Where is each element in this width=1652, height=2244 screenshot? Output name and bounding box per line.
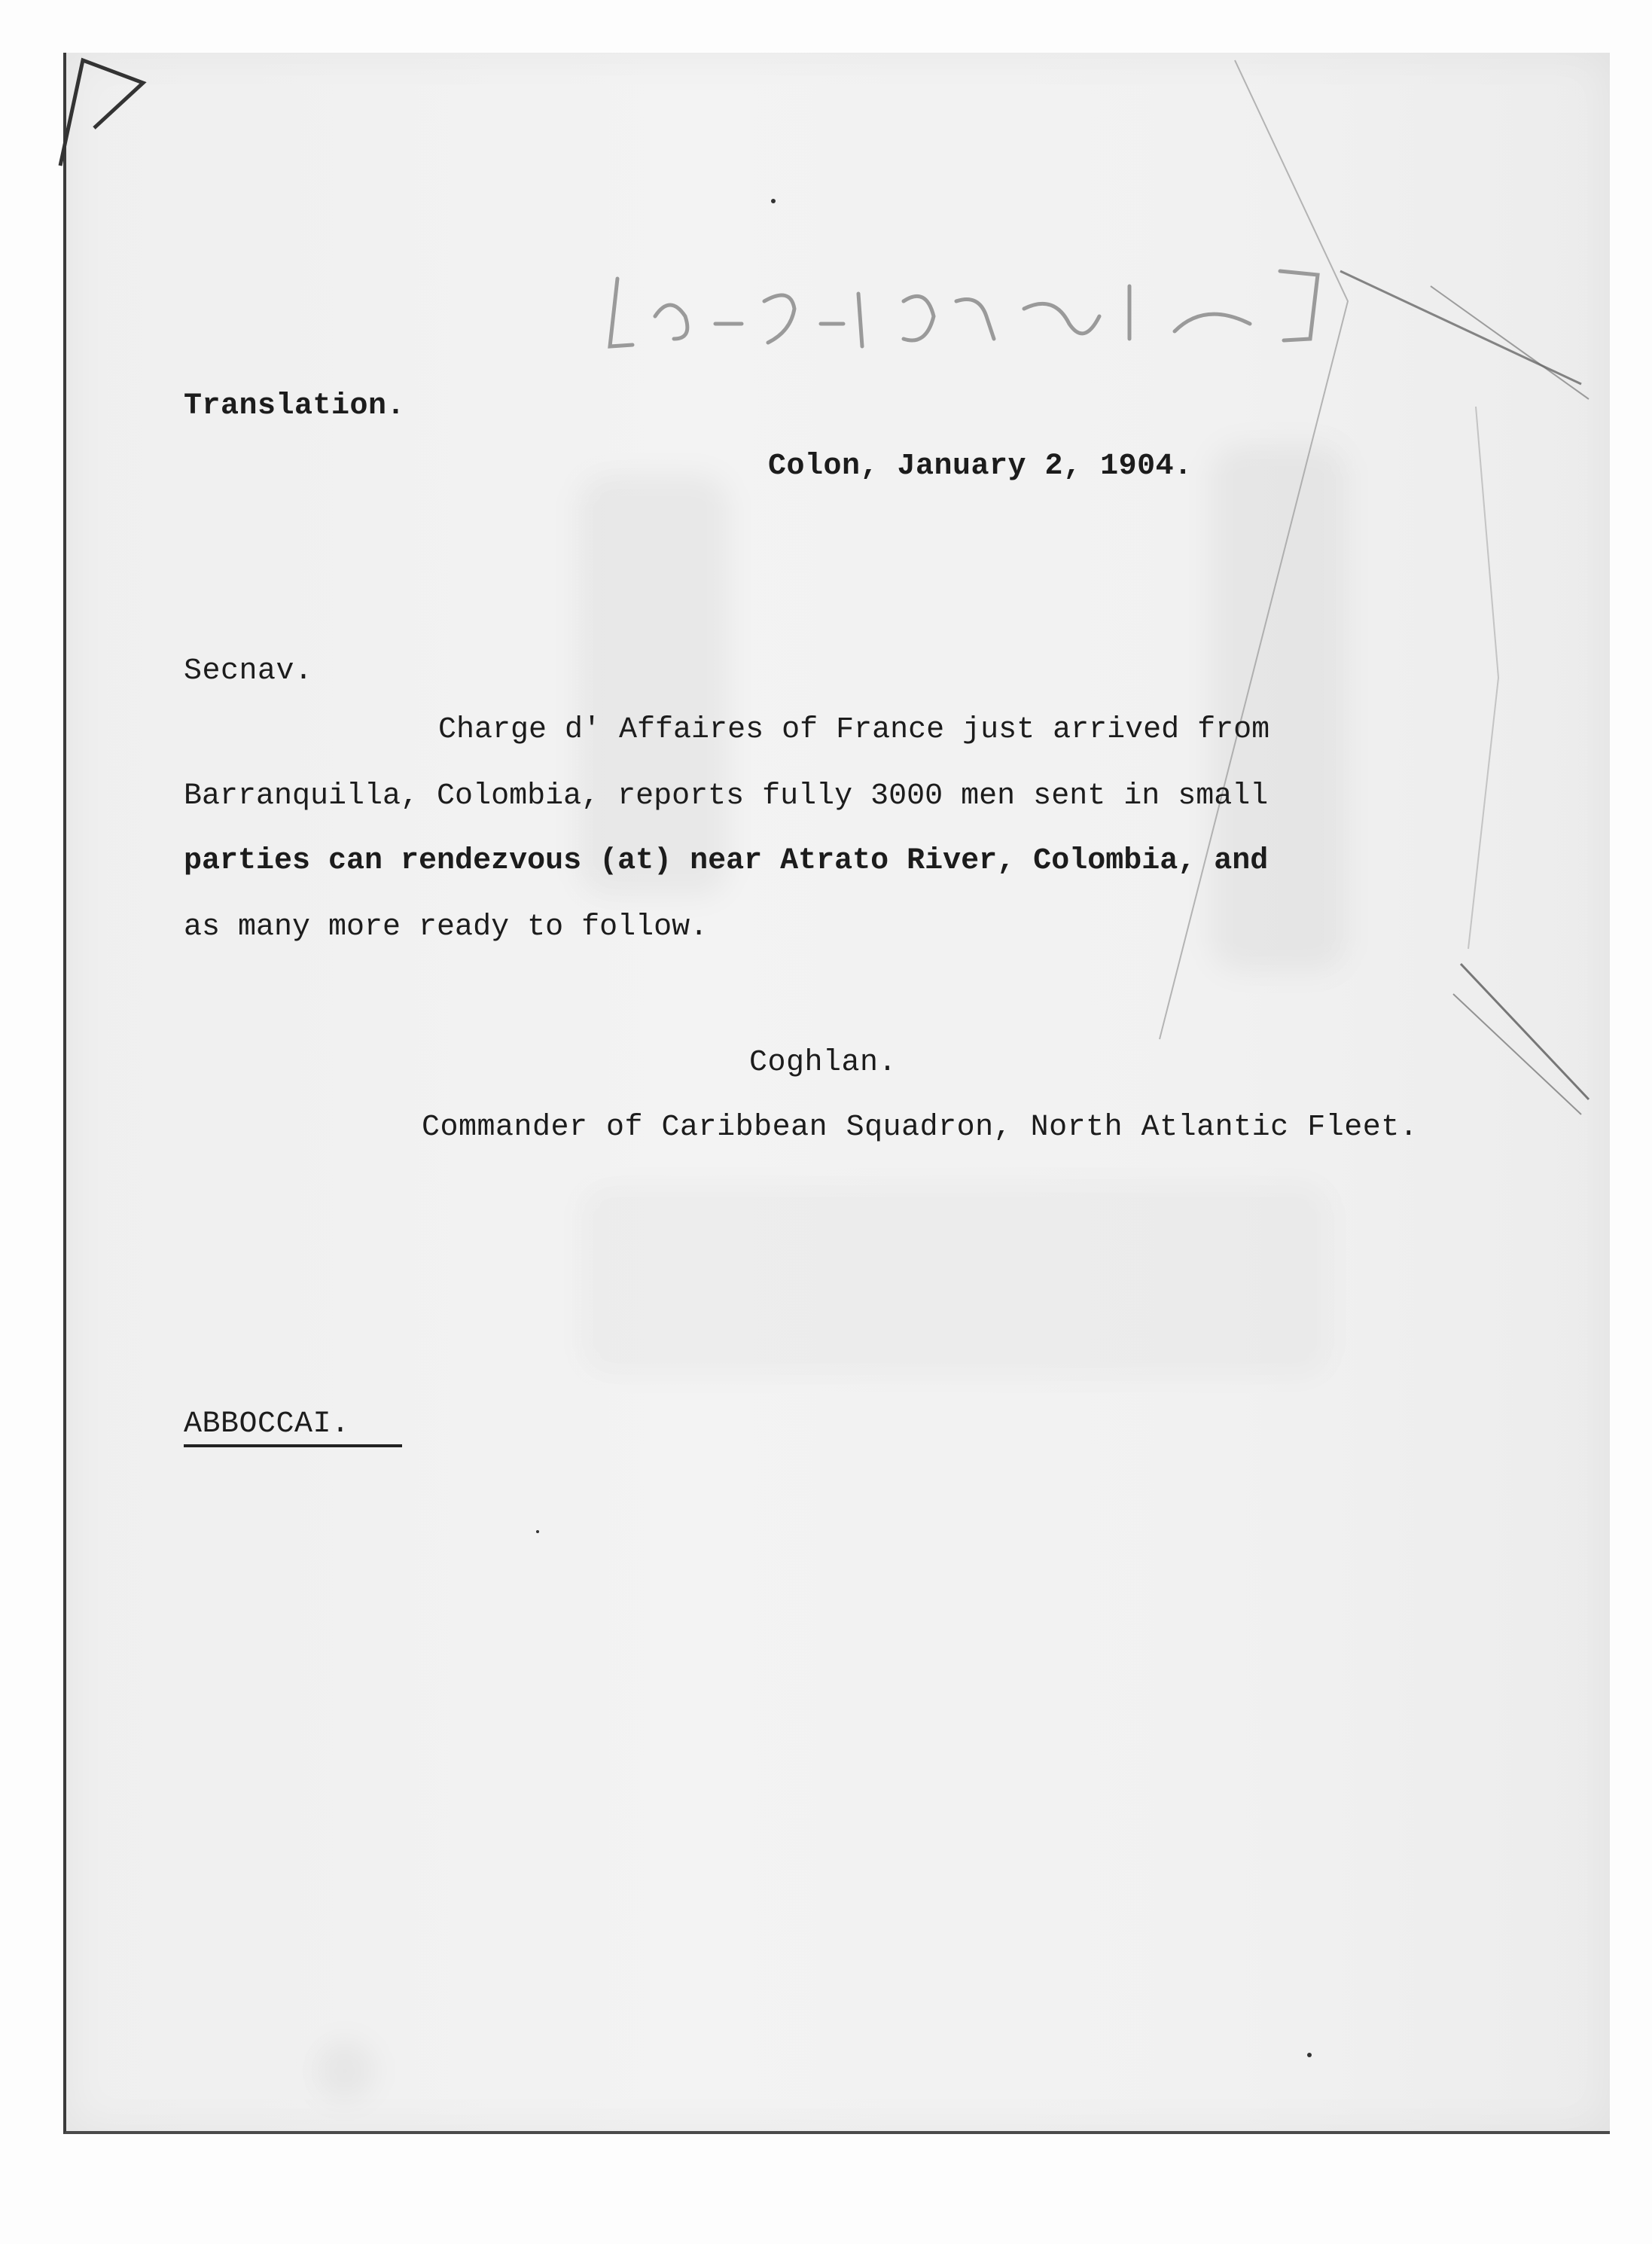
body-line: parties can rendezvous (at) near Atrato River, Colombia, and: [184, 844, 1269, 878]
signature-name: Coghlan.: [749, 1046, 898, 1080]
file-code: ABBOCCAI.: [184, 1407, 350, 1441]
body-line: as many more ready to follow.: [184, 910, 709, 944]
signature-title: Commander of Caribbean Squadron, North Atlantic Fleet.: [422, 1111, 1419, 1145]
addressee: Secnav.: [184, 654, 313, 688]
handwritten-annotation: [602, 256, 1340, 361]
header-label: Translation.: [184, 389, 406, 423]
bleed-through-smudge: [315, 2041, 375, 2101]
speck: [536, 1530, 539, 1533]
file-code-underline: [184, 1444, 402, 1447]
speck: [1307, 2053, 1312, 2057]
body-line: Barranquilla, Colombia, reports fully 3000 men sent in small: [184, 779, 1269, 813]
folded-corner-mark: [53, 53, 158, 173]
document-sheet: [63, 53, 1610, 2134]
speck: [771, 199, 776, 203]
bleed-through-smudge: [578, 474, 729, 896]
place-date-line: Colon, January 2, 1904.: [768, 450, 1193, 483]
body-line: Charge d' Affaires of France just arrived from: [438, 713, 1270, 747]
bleed-through-smudge: [1211, 444, 1346, 971]
bleed-through-smudge: [578, 1182, 1331, 1378]
